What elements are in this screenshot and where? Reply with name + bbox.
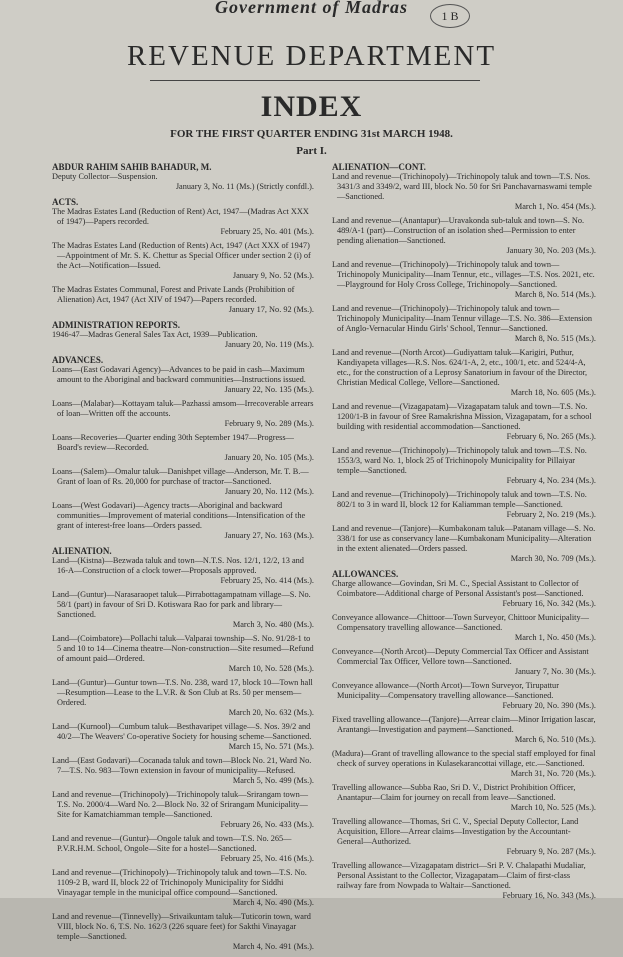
entry-reference: March 5, No. 499 (Ms.).	[232, 776, 314, 785]
entry-reference: March 20, No. 632 (Ms.).	[228, 708, 314, 717]
index-entry	[332, 490, 596, 520]
index-entry	[52, 756, 314, 786]
index-entry	[332, 304, 596, 344]
entry-description: Travelling allowance—Vizagapatam district—Sri P. V. Chalapathi Mudaliar, Personal Assistant to the Collector, Vizagapatam—Claim of first-class railway fare from Nowpada to Waltair—Sanctioned.	[332, 861, 586, 890]
entry-description: Land and revenue—(Trichinopoly)—Trichinopoly taluk and town—Trichinopoly Municipality—Inam Tennur, etc., villages—T.S. Nos. 2021, etc.—Playground for Holy Cross College, Trichinopoly—Sanctioned.	[332, 260, 595, 289]
entry-description: Travelling allowance—Subba Rao, Sri D. V., District Prohibition Officer, Anantapur—Claim for journey on recall from leave—Sanctioned.	[332, 783, 576, 802]
divider	[150, 80, 480, 81]
entry-reference: March 3, No. 480 (Ms.).	[232, 620, 314, 629]
entry-description: Conveyance allowance—Chittoor—Town Surveyor, Chittoor Municipality—Compensatory travelling allowance—Sanctioned.	[332, 613, 589, 632]
index-entry	[332, 579, 596, 609]
index-entry	[52, 590, 314, 630]
entry-reference: January 7, No. 30 (Ms.).	[514, 667, 596, 676]
entry-description: Land and revenue—(Trichinopoly)—Trichinopoly taluk and town—Trichinopoly Municipality—Inam Tennur village—T.S. No. 386—Extension of Anglo-Vernacular Hindu Girls' School, Tennur—Sanctioned.	[332, 304, 593, 333]
section-heading: ALIENATION.	[52, 546, 112, 556]
entry-description: Land and revenue—(Vizagapatam)—Vizagapatam taluk and town—T.S. No. 1200/1-B in favour of Sree Ramakrishna Mission, Vizagapatam, for a school building with residential accommodation—Sanctioned.	[332, 402, 592, 431]
entry-description: Loans—Recoveries—Quarter ending 30th September 1947—Progress—Board's review—Recorded.	[52, 433, 294, 452]
entry-reference: March 1, No. 454 (Ms.).	[514, 202, 596, 211]
entry-description: Land and revenue—(Anantapur)—Uravakonda sub-taluk and town—S. No. 489/A-1 (part)—Construction of an isolation shed—Permission to enter pending alienation—Sanctioned.	[332, 216, 585, 245]
entry-description: The Madras Estates Communal, Forest and Private Lands (Prohibition of Alienation) Act, 1947 (Act XIV of 1947)—Papers recorded.	[52, 285, 295, 304]
entry-reference: February 9, No. 287 (Ms.).	[506, 847, 596, 856]
index-entry	[52, 834, 314, 864]
index-entry	[52, 501, 314, 541]
section-heading: ACTS.	[52, 197, 79, 207]
department-title: REVENUE DEPARTMENT	[126, 40, 497, 72]
entry-reference: January 20, No. 105 (Ms.).	[224, 453, 314, 462]
entry-reference: February 26, No. 433 (Ms.).	[220, 820, 314, 829]
entry-reference: February 2, No. 219 (Ms.).	[506, 510, 596, 519]
index-section	[52, 355, 314, 541]
entry-reference: January 27, No. 163 (Ms.).	[224, 531, 314, 540]
entry-description: Travelling allowance—Thomas, Sri C. V., Special Deputy Collector, Land Acquisition, Ellore—Arrear claims—Investigation by the Accountant-General—Authorized.	[332, 817, 579, 846]
index-entry	[52, 790, 314, 830]
index-section	[332, 569, 596, 901]
index-entry	[52, 868, 314, 908]
index-entry	[332, 817, 596, 857]
index-entry	[332, 861, 596, 901]
entry-reference: March 8, No. 515 (Ms.).	[514, 334, 596, 343]
part-label: Part I.	[296, 145, 327, 157]
index-entry	[332, 783, 596, 813]
index-entry	[332, 613, 596, 643]
entry-reference: March 31, No. 720 (Ms.).	[510, 769, 596, 778]
entry-reference: January 22, No. 135 (Ms.).	[224, 385, 314, 394]
government-header: Government of Madras	[214, 0, 408, 17]
entry-reference: March 8, No. 514 (Ms.).	[514, 290, 596, 299]
right-column	[332, 162, 596, 906]
entry-description: Land—(Kurnool)—Cumbum taluk—Besthavaripet village—S. Nos. 39/2 and 40/2—The Weavers' Co-operative Society for housing scheme—Sanctioned.	[52, 722, 312, 741]
entry-reference: March 4, No. 490 (Ms.).	[232, 898, 314, 907]
entry-reference: March 10, No. 528 (Ms.).	[228, 664, 314, 673]
entry-description: Conveyance—(North Arcot)—Deputy Commercial Tax Officer and Assistant Commercial Tax Officer, Vellore town—Sanctioned.	[332, 647, 589, 666]
entry-reference: March 30, No. 709 (Ms.).	[510, 554, 596, 563]
entry-reference: March 1, No. 450 (Ms.).	[514, 633, 596, 642]
entry-reference: March 4, No. 491 (Ms.).	[232, 942, 314, 951]
index-entry	[52, 634, 314, 674]
entry-reference: February 25, No. 414 (Ms.).	[220, 576, 314, 585]
entry-reference: January 9, No. 52 (Ms.).	[232, 271, 314, 280]
entry-description: Land and revenue—(Trichinopoly)—Trichinopoly taluk—Srirangam town—T.S. No. 2000/4—Ward No. 2—Block No. 32 of Srirangam Municipality—Site for Kamatchiamman temple—Sanctioned.	[52, 790, 309, 819]
entry-reference: January 3, No. 11 (Ms.) (Strictly confdl.).	[175, 182, 314, 191]
entry-description: Conveyance allowance—(North Arcot)—Town Surveyor, Tirupattur Municipality—Compensatory travelling allowance—Sanctioned.	[332, 681, 559, 700]
entry-description: Deputy Collector—Suspension.	[52, 172, 158, 181]
index-entry	[332, 446, 596, 486]
entry-description: The Madras Estates Land (Reduction of Rents) Act, 1947 (Act XXX of 1947)—Appointment of Mr. S. K. Chettur as Special Officer under section 2 (i) of the Act—Notification—Issued.	[52, 241, 311, 270]
entry-reference: March 18, No. 605 (Ms.).	[510, 388, 596, 397]
index-entry	[52, 365, 314, 395]
index-entry	[52, 399, 314, 429]
entry-description: The Madras Estates Land (Reduction of Rent) Act, 1947—(Madras Act XXX of 1947)—Papers recorded.	[52, 207, 309, 226]
index-entry	[332, 647, 596, 677]
entry-description: 1946-47—Madras General Sales Tax Act, 1939—Publication.	[52, 330, 258, 339]
left-column	[52, 162, 314, 957]
entry-description: Land—(East Godavari)—Cocanada taluk and town—Block No. 21, Ward No. 7—T.S. No. 983—Town extension in favour of municipality—Refused.	[52, 756, 312, 775]
index-entry	[332, 715, 596, 745]
index-entry	[52, 207, 314, 237]
index-entry	[52, 912, 314, 952]
entry-reference: February 25, No. 401 (Ms.).	[220, 227, 314, 236]
entry-reference: February 9, No. 289 (Ms.).	[224, 419, 314, 428]
entry-reference: February 25, No. 416 (Ms.).	[220, 854, 314, 863]
section-heading: ADMINISTRATION REPORTS.	[52, 320, 181, 330]
index-subtitle: FOR THE FIRST QUARTER ENDING 31st MARCH 1948.	[170, 128, 453, 140]
index-entry	[52, 172, 314, 192]
index-entry	[332, 402, 596, 442]
entry-description: Land and revenue—(Tanjore)—Kumbakonam taluk—Patanam village—S. No. 338/1 for use as conservancy lane—Kumbakonam Municipality—Alteration in the extent alienated—Orders passed.	[332, 524, 596, 553]
entry-description: Land and revenue—(Trichinopoly)—Trichinopoly taluk and town—T.S. No. 802/1 to 3 in ward II, block 12 for Kaliamman temple—Sanctioned.	[332, 490, 587, 509]
entry-description: Land and revenue—(Trichinopoly)—Trichinopoly taluk and town—T.S. No. 1109-2 B, ward II, block 22 of Trichinopoly Municipality for Siddhi Vinayagar temple in the municipal office compound—Sanctioned.	[52, 868, 307, 897]
section-heading: ALIENATION—CONT.	[332, 162, 426, 172]
entry-reference: February 16, No. 342 (Ms.).	[502, 599, 596, 608]
index-entry	[332, 172, 596, 212]
entry-description: Land—(Coimbatore)—Pollachi taluk—Valparai township—S. No. 91/28-1 to 5 and 10 to 14—Cinema theatre—Non-construction—Site resumed—Refund of amount paid—Ordered.	[52, 634, 314, 663]
index-section	[332, 162, 596, 564]
index-section	[52, 197, 314, 315]
entry-description: Loans—(Malabar)—Kottayam taluk—Pazhassi amsom—Irrecoverable arrears of loan—Written off the accounts.	[52, 399, 314, 418]
entry-description: Land and revenue—(Tinnevelly)—Srivaikuntam taluk—Tuticorin town, ward VIII, block No. 6, T.S. No. 162/3 (226 square feet) for Sakthi Vinayagar temple—Sanctioned.	[52, 912, 311, 941]
index-section	[52, 320, 314, 350]
index-section	[52, 546, 314, 952]
index-entry	[52, 722, 314, 752]
entry-reference: January 17, No. 92 (Ms.).	[228, 305, 314, 314]
section-heading: ADVANCES.	[52, 355, 104, 365]
index-entry	[332, 749, 596, 779]
entry-description: Land and revenue—(Guntur)—Ongole taluk and town—T.S. No. 265—P.V.R.H.M. School, Ongole—Site for a hostel—Sanctioned.	[52, 834, 292, 853]
index-entry	[332, 681, 596, 711]
entry-reference: March 10, No. 525 (Ms.).	[510, 803, 596, 812]
index-section	[52, 162, 314, 192]
entry-reference: March 15, No. 571 (Ms.).	[228, 742, 314, 751]
entry-description: Loans—(Salem)—Omalur taluk—Danishpet village—Anderson, Mr. T. B.—Grant of loan of Rs. 20,000 for purchase of tractor—Sanctioned.	[52, 467, 309, 486]
stamp-mark: 1 B	[430, 4, 470, 28]
section-heading: ABDUR RAHIM SAHIB BAHADUR, M.	[52, 162, 212, 172]
entry-reference: January 20, No. 119 (Ms.).	[224, 340, 314, 349]
index-entry	[332, 260, 596, 300]
index-entry	[52, 330, 314, 350]
entry-description: Loans—(East Godavari Agency)—Advances to be paid in cash—Maximum amount to the Aboriginal and backward communities—Instructions issued.	[52, 365, 306, 384]
entry-reference: February 4, No. 234 (Ms.).	[506, 476, 596, 485]
entry-description: Loans—(West Godavari)—Agency tracts—Aboriginal and backward communities—Improvement of material conditions—Intensification of the grant of interest-free loans—Orders passed.	[52, 501, 306, 530]
entry-description: (Madura)—Grant of travelling allowance to the special staff employed for final check of survey operations in Kulasekarancottai village, etc.—Sanctioned.	[332, 749, 596, 768]
entry-description: Land and revenue—(Trichinopoly)—Trichinopoly taluk and town—T.S. Nos. 3431/3 and 3349/2, ward III, block No. 50 for Sri Panchavarnaswami temple—Sanctioned.	[332, 172, 592, 201]
entry-description: Charge allowance—Govindan, Sri M. C., Special Assistant to Collector of Coimbatore—Additional charge of Personal Assistant's post—Sanctioned.	[332, 579, 584, 598]
index-entry	[52, 433, 314, 463]
entry-reference: January 30, No. 203 (Ms.).	[506, 246, 596, 255]
entry-description: Land and revenue—(Trichinopoly)—Trichinopoly taluk and town—T.S. No. 1553/3, ward No. 1, block 25 of Trichinopoly Municipality for Pillaiyar temple—Sanctioned.	[332, 446, 587, 475]
entry-reference: February 16, No. 343 (Ms.).	[502, 891, 596, 900]
entry-description: Fixed travelling allowance—(Tanjore)—Arrear claim—Minor Irrigation lascar, Arantangi—Investigation and payment—Sanctioned.	[332, 715, 596, 734]
entry-description: Land and revenue—(North Arcot)—Gudiyattam taluk—Karigiri, Puthur, Kandiyapeta villages—R.S. Nos. 624/1-A, 2, etc., 100/1, etc. and 524/4-A, etc., for the construction of a Leprosy Sanatorium in favour of the Director, Christian Medical College, Vellore—Sanctioned.	[332, 348, 588, 387]
entry-reference: March 6, No. 510 (Ms.).	[514, 735, 596, 744]
index-entry	[52, 241, 314, 281]
entry-description: Land—(Guntur)—Guntur town—T.S. No. 238, ward 17, block 10—Town hall—Resumption—Lease to the L.V.R. & Son Club at Rs. 50 per mensem—Ordered.	[52, 678, 313, 707]
index-entry	[52, 285, 314, 315]
entry-reference: February 20, No. 390 (Ms.).	[502, 701, 596, 710]
entry-description: Land—(Guntur)—Narasaraopet taluk—Pirrabottagampatnam village—S. No. 58/1 (part) in favour of Sri D. Kotiswara Rao for park and library—Sanctioned.	[52, 590, 311, 619]
index-title: INDEX	[260, 90, 363, 123]
index-entry	[332, 348, 596, 398]
index-entry	[332, 524, 596, 564]
index-entry	[52, 467, 314, 497]
entry-reference: January 20, No. 112 (Ms.).	[224, 487, 314, 496]
index-entry	[52, 678, 314, 718]
entry-reference: February 6, No. 265 (Ms.).	[506, 432, 596, 441]
index-entry	[332, 216, 596, 256]
entry-description: Land—(Kistna)—Bezwada taluk and town—N.T.S. Nos. 12/1, 12/2, 13 and 16-A—Construction of a clock tower—Proposals approved.	[52, 556, 304, 575]
section-heading: ALLOWANCES.	[332, 569, 399, 579]
index-entry	[52, 556, 314, 586]
